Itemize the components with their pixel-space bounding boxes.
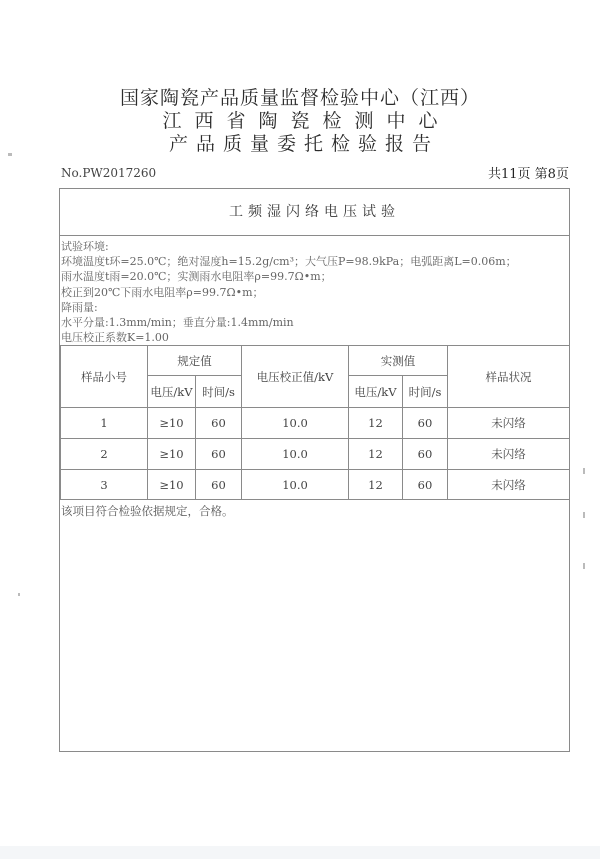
cell-spec-time: 60 (196, 470, 242, 500)
table-row (61, 408, 570, 439)
conclusion-text: 该项目符合检验依据规定，合格。 (61, 504, 234, 518)
subheader-meas-time: 时间/s (403, 376, 448, 408)
cell-corrected: 10.0 (242, 408, 349, 439)
conditions-line-corrected-resistivity: 校正到20℃下雨水电阻率ρ=99.7Ω•m； (61, 286, 264, 299)
header-specified: 规定值 (148, 346, 242, 376)
institution-title: 国家陶瓷产品质量监督检验中心（江西） (119, 87, 480, 109)
page-info: 共11页 第8页 (488, 167, 569, 182)
cell-status: 未闪络 (448, 439, 570, 470)
cell-meas-time: 60 (403, 439, 448, 470)
table-row (61, 439, 570, 470)
conditions-line-components: 水平分量:1.3mm/min；垂直分量:1.4mm/min (61, 316, 294, 329)
cell-spec-voltage: ≥10 (148, 408, 196, 439)
scan-mark (18, 593, 20, 596)
cell-meas-time: 60 (403, 470, 448, 500)
cell-meas-time: 60 (403, 408, 448, 439)
scan-mark (583, 468, 585, 474)
cell-sample-no: 1 (61, 408, 148, 439)
scan-bottom-edge (0, 846, 600, 859)
test-title: 工频湿闪络电压试验 (60, 189, 569, 236)
conditions-line-rainfall: 降雨量: (61, 301, 98, 314)
table-header-row (61, 346, 570, 376)
header-status: 样品状况 (448, 346, 570, 408)
cell-sample-no: 3 (61, 470, 148, 500)
header-measured: 实测值 (349, 346, 448, 376)
scan-mark (8, 153, 12, 156)
subheader-meas-voltage: 电压/kV (349, 376, 403, 408)
cell-corrected: 10.0 (242, 439, 349, 470)
conditions-line-correction-factor: 电压校正系数K=1.00 (61, 331, 169, 344)
subheader-spec-voltage: 电压/kV (148, 376, 196, 408)
cell-meas-voltage: 12 (349, 439, 403, 470)
cell-corrected: 10.0 (242, 470, 349, 500)
header-corrected-voltage: 电压校正值/kV (242, 346, 349, 408)
conditions-line-rain-temp: 雨水温度t雨=20.0℃；实测雨水电阻率ρ=99.7Ω•m； (61, 270, 332, 283)
cell-status: 未闪络 (448, 408, 570, 439)
scan-mark (583, 563, 585, 569)
cell-spec-voltage: ≥10 (148, 439, 196, 470)
results-table (60, 345, 570, 500)
report-title: 产品质量委托检验报告 (168, 133, 439, 155)
cell-meas-voltage: 12 (349, 470, 403, 500)
cell-spec-time: 60 (196, 408, 242, 439)
table-row (61, 470, 570, 500)
cell-spec-voltage: ≥10 (148, 470, 196, 500)
header-sample-no: 样品小号 (61, 346, 148, 408)
conditions-line-ambient: 环境温度t环=25.0℃；绝对湿度h=15.2g/cm³；大气压P=98.9kPa；电弧距离L=0.06m； (61, 255, 517, 268)
conditions-heading: 试验环境: (61, 240, 109, 253)
cell-meas-voltage: 12 (349, 408, 403, 439)
cell-spec-time: 60 (196, 439, 242, 470)
cell-status: 未闪络 (448, 470, 570, 500)
cell-sample-no: 2 (61, 439, 148, 470)
subheader-spec-time: 时间/s (196, 376, 242, 408)
report-number: No.PW2017260 (61, 166, 157, 180)
scan-mark (583, 512, 585, 518)
center-title: 江西省陶瓷检测中心 (162, 110, 451, 132)
